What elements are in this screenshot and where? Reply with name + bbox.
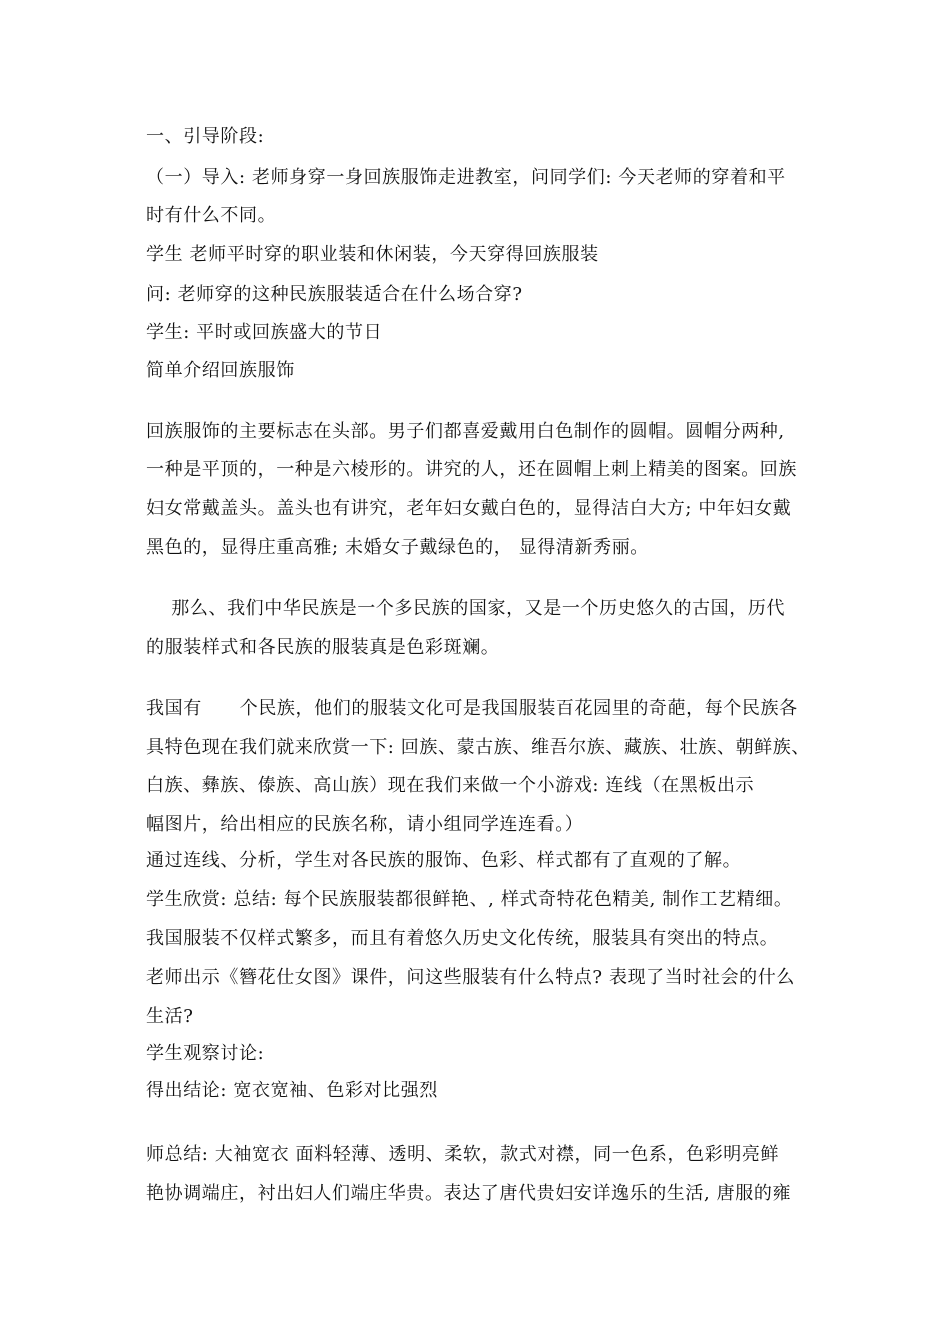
paragraph-line: 一种是平顶的，一种是六棱形的。讲究的人，还在圆帽上刺上精美的图案。回族 <box>146 459 797 480</box>
paragraph-line: 生活? <box>146 1006 194 1027</box>
paragraph-line: 黑色的，显得庄重高雅; 未婚女子戴绿色的， 显得清新秀丽。 <box>146 537 649 558</box>
paragraph-line: 得出结论: 宽衣宽袖、色彩对比强烈 <box>146 1080 438 1101</box>
paragraph-line: 幅图片，给出相应的民族名称，请小组同学连连看。） <box>146 814 584 835</box>
paragraph-line: 简单介绍回族服饰 <box>146 360 295 381</box>
paragraph-line: 回族服饰的主要标志在头部。男子们都喜爱戴用白色制作的圆帽。圆帽分两种, <box>146 421 785 442</box>
paragraph-line: 我国有 个民族，他们的服装文化可是我国服装百花园里的奇葩，每个民族各 <box>146 698 798 719</box>
paragraph-line: 学生 老师平时穿的职业装和休闲装，今天穿得回族服装 <box>146 244 599 265</box>
paragraph-line: 妇女常戴盖头。盖头也有讲究，老年妇女戴白色的，显得洁白大方; 中年妇女戴 <box>146 498 792 519</box>
paragraph-line: 学生: 平时或回族盛大的节日 <box>146 322 383 343</box>
section-heading: 一、引导阶段: <box>146 126 265 147</box>
paragraph-line: 学生欣赏: 总结: 每个民族服装都很鲜艳、, 样式奇特花色精美, 制作工艺精细。 <box>146 889 793 910</box>
paragraph-line: 那么、我们中华民族是一个多民族的国家，又是一个历史悠久的古国，历代 <box>146 598 786 619</box>
paragraph-line: 我国服装不仅样式繁多，而且有着悠久历史文化传统，服装具有突出的特点。 <box>146 928 779 949</box>
paragraph-line: 师总结: 大袖宽衣 面料轻薄、透明、柔软，款式对襟，同一色系，色彩明亮鲜 <box>146 1144 780 1165</box>
paragraph-line: 白族、彝族、傣族、高山族）现在我们来做一个小游戏: 连线（在黑板出示 <box>146 775 755 796</box>
paragraph-line: 的服装样式和各民族的服装真是色彩斑斓。 <box>146 637 500 658</box>
paragraph-line: （一）导入: 老师身穿一身回族服饰走进教室，问同学们: 今天老师的穿着和平 <box>146 167 786 188</box>
paragraph-line: 具特色现在我们就来欣赏一下: 回族、蒙古族、维吾尔族、藏族、壮族、朝鲜族、 <box>146 737 810 758</box>
paragraph-line: 学生观察讨论: <box>146 1043 265 1064</box>
paragraph-line: 问: 老师穿的这种民族服装适合在什么场合穿? <box>146 284 523 305</box>
paragraph-line: 时有什么不同。 <box>146 205 277 226</box>
paragraph-line: 艳协调端庄，衬出妇人们端庄华贵。表达了唐代贵妇安详逸乐的生活, 唐服的雍 <box>146 1183 792 1204</box>
paragraph-line: 通过连线、分析，学生对各民族的服饰、色彩、样式都有了直观的了解。 <box>146 850 742 871</box>
paragraph-line: 老师出示《簪花仕女图》课件，问这些服装有什么特点? 表现了当时社会的什么 <box>146 967 795 988</box>
